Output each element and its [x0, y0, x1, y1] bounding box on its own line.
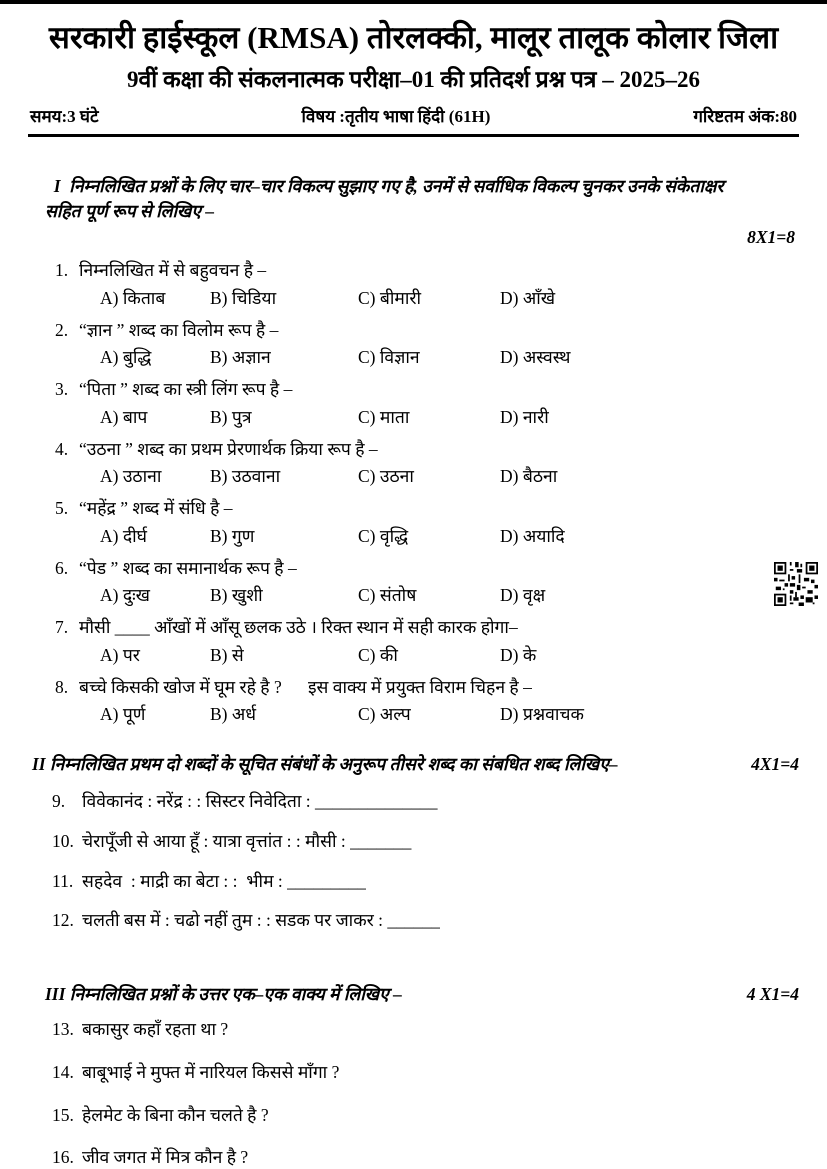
mcq-option-b: B) पुत्र — [210, 406, 252, 427]
mcq-option-c: C) विज्ञान — [358, 347, 420, 368]
question-text: विवेकानंद : नरेंद्र : : सिस्टर निवेदिता : ______________ — [82, 791, 438, 812]
mcq-option-d: D) प्रश्नवाचक — [500, 704, 584, 725]
mcq-option-d: D) आँखे — [500, 287, 556, 308]
short-question-13 — [0, 1018, 827, 1041]
analogy-question-9 — [0, 790, 827, 813]
mcq-option-a: A) बाप — [100, 406, 148, 427]
question-text: जीव जगत में मित्र कौन है ? — [82, 1147, 249, 1168]
question-number: 6. — [55, 557, 69, 578]
question-text: “महेंद्र ” शब्द में संधि है – — [79, 498, 233, 519]
mcq-option-d: D) नारी — [500, 406, 549, 427]
mcq-question-6 — [0, 557, 827, 608]
mcq-option-a: A) पूर्ण — [100, 704, 146, 725]
mcq-question-2 — [0, 319, 827, 370]
question-text: सहदेव : माद्री का बेटा : : भीम : _________ — [82, 870, 366, 891]
analogy-question-10 — [0, 830, 827, 853]
mcq-options-row — [0, 644, 827, 667]
short-question-15 — [0, 1104, 827, 1127]
section-2-marks: 4X1=4 — [751, 754, 799, 775]
question-text: “पिता ” शब्द का स्त्री लिंग रूप है – — [79, 379, 293, 400]
question-number: 9. — [52, 791, 66, 812]
mcq-option-c: C) की — [358, 644, 398, 665]
mcq-option-b: B) गुण — [210, 525, 255, 546]
question-number: 8. — [55, 676, 69, 697]
page-title: सरकारी हाईस्कूल (RMSA) तोरलक्की, मालूर तालूक कोलार जिला — [48, 20, 779, 55]
mcq-option-b: B) उठवाना — [210, 466, 281, 487]
question-number: 5. — [55, 498, 69, 519]
mcq-question-7 — [0, 616, 827, 667]
mcq-question-3 — [0, 378, 827, 429]
mcq-options-row — [0, 406, 827, 429]
question-text: “ज्ञान ” शब्द का विलोम रूप है – — [79, 319, 279, 340]
question-number: 13. — [52, 1019, 74, 1040]
mcq-options-row — [0, 346, 827, 369]
mcq-option-c: C) अल्प — [358, 704, 411, 725]
question-number: 14. — [52, 1061, 74, 1082]
analogy-question-12 — [0, 909, 827, 932]
exam-time: समय:3 घंटे — [30, 106, 99, 126]
section-1-marks: 8X1=8 — [747, 226, 795, 247]
question-text: चेरापूँजी से आया हूँ : यात्रा वृत्तांत : : मौसी : _______ — [82, 830, 412, 851]
question-number: 1. — [55, 260, 69, 281]
page-top-border — [0, 0, 827, 4]
exam-subject: विषय :तृतीय भाषा हिंदी (61H) — [301, 106, 491, 126]
analogy-question-11 — [0, 870, 827, 893]
mcq-option-d: D) वृक्ष — [500, 585, 546, 606]
mcq-question-4 — [0, 438, 827, 489]
question-number: 11. — [52, 870, 74, 891]
question-number: 4. — [55, 438, 69, 459]
question-text: हेलमेट के बिना कौन चलते है ? — [82, 1104, 269, 1125]
mcq-option-b: B) से — [210, 644, 244, 665]
question-text: बकासुर कहाँ रहता था ? — [82, 1019, 229, 1040]
section-3-heading — [45, 982, 799, 1006]
mcq-question-5 — [0, 497, 827, 548]
mcq-option-c: C) बीमारी — [358, 287, 422, 308]
section-3-marks: 4 X1=4 — [746, 984, 799, 1005]
mcq-option-d: D) अयादि — [500, 525, 565, 546]
section-2-heading-text: II निम्नलिखित प्रथम दो शब्दों के सूचित संबंधों के अनुरूप तीसरे शब्द का संबधित शब्द लिखिए– — [32, 754, 618, 775]
short-question-16 — [0, 1146, 827, 1169]
mcq-option-c: C) उठना — [358, 466, 414, 487]
qr-code-icon — [774, 562, 818, 606]
question-number: 15. — [52, 1104, 74, 1125]
mcq-options-row — [0, 525, 827, 548]
question-number: 12. — [52, 910, 74, 931]
question-text: चलती बस में : चढो नहीं तुम : : सडक पर जाकर : ______ — [82, 910, 440, 931]
mcq-option-d: D) बैठना — [500, 466, 558, 487]
question-text: “पेड ” शब्द का समानार्थक रूप है – — [79, 557, 297, 578]
question-number: 7. — [55, 617, 69, 638]
section-3-heading-text: III निम्नलिखित प्रश्नों के उत्तर एक–एक वाक्य में लिखिए – — [45, 984, 402, 1005]
section-2-heading — [32, 752, 799, 776]
mcq-option-c: C) माता — [358, 406, 410, 427]
mcq-question-1 — [0, 259, 827, 310]
mcq-question-8 — [0, 676, 827, 727]
question-text: निम्नलिखित में से बहुवचन है – — [79, 260, 267, 281]
exam-info-row — [0, 104, 827, 127]
mcq-options-row — [0, 584, 827, 607]
mcq-option-d: D) अस्वस्थ — [500, 347, 571, 368]
question-number: 2. — [55, 319, 69, 340]
section-1-heading-text: I निम्नलिखित प्रश्नों के लिए चार–चार विकल्प सुझाए गए है, उनमें से सर्वाधिक विकल्प चुनकर उनके संकेताक्षर सहित पूर्ण रूप से लिखिए – — [45, 176, 728, 222]
mcq-option-a: A) बुद्धि — [100, 347, 152, 368]
question-number: 3. — [55, 379, 69, 400]
mcq-option-b: B) अर्ध — [210, 704, 257, 725]
mcq-option-a: A) दुःख — [100, 585, 150, 606]
question-number: 10. — [52, 830, 74, 851]
mcq-option-c: C) वृद्धि — [358, 525, 409, 546]
mcq-option-a: A) उठाना — [100, 466, 162, 487]
mcq-options-row — [0, 287, 827, 310]
question-text: बच्चे किसकी खोज में घूम रहे है ? इस वाक्य में प्रयुक्त विराम चिहन है – — [79, 676, 532, 697]
mcq-option-a: A) पर — [100, 644, 140, 665]
question-text: मौसी ____ आँखों में आँसू छलक उठे । रिक्त स्थान में सही कारक होगा– — [79, 617, 518, 638]
mcq-option-a: A) किताब — [100, 287, 166, 308]
mcq-option-d: D) के — [500, 644, 537, 665]
question-number: 16. — [52, 1147, 74, 1168]
mcq-options-row — [0, 465, 827, 488]
short-question-14 — [0, 1061, 827, 1084]
question-text: “उठना ” शब्द का प्रथम प्रेरणार्थक क्रिया रूप है – — [79, 438, 378, 459]
mcq-option-b: B) चिडिया — [210, 287, 277, 308]
mcq-option-a: A) दीर्घ — [100, 525, 148, 546]
header-divider — [28, 134, 799, 137]
mcq-option-b: B) खुशी — [210, 585, 263, 606]
exam-subtitle: 9वीं कक्षा की संकलनात्मक परीक्षा–01 की प्रतिदर्श प्रश्न पत्र – 2025–26 — [127, 66, 700, 92]
exam-max-marks: गरिष्टतम अंक:80 — [693, 106, 797, 126]
mcq-option-b: B) अज्ञान — [210, 347, 271, 368]
question-text: बाबूभाई ने मुफ्त में नारियल किससे माँगा ? — [82, 1061, 340, 1082]
mcq-options-row — [0, 703, 827, 726]
section-1-heading — [45, 149, 795, 251]
mcq-option-c: C) संतोष — [358, 585, 417, 606]
